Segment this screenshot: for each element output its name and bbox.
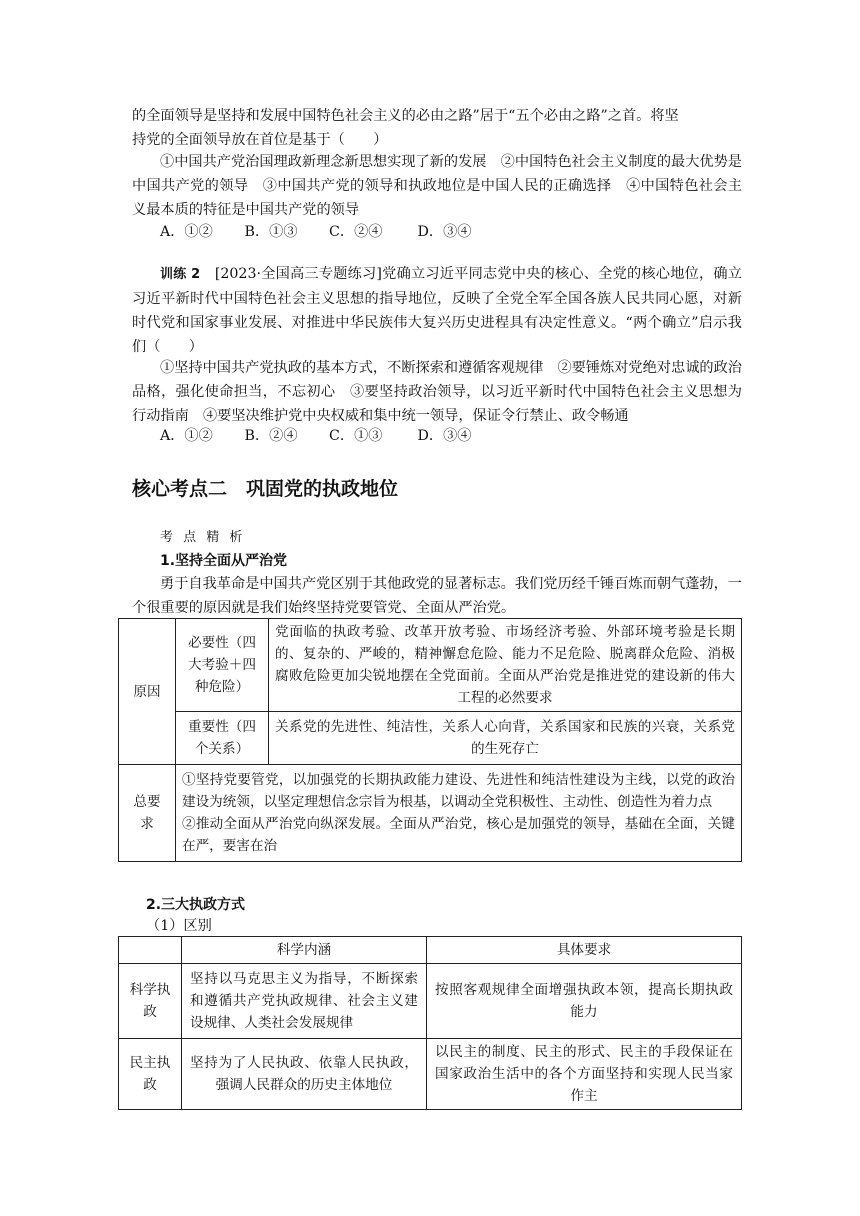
q2-items: ①坚持中国共产党执政的基本方式，不断探索和遵循客观规律 ②要锤炼对党绝对忠诚的政治品格，强化使命担当，不忘初心 ③要坚持政治领导，以习近平新时代中国特色社会主义思想为行动指南 ④要坚决维护党中央权威和集中统一领导，保证令行禁止、政令畅通 bbox=[132, 360, 742, 424]
strict-governance-table bbox=[118, 618, 742, 862]
row-name: 民主执政 bbox=[119, 1039, 182, 1110]
q1-items: ①中国共产党治国理政新理念新思想实现了新的发展 ②中国特色社会主义制度的最大优势是中国共产党的领导 ③中国共产党的领导和执政地位是中国人民的正确选择 ④中国特色社会主义最本质的特征是中国共产党的领导 bbox=[132, 154, 742, 218]
row-requirement: 按照客观规律全面增强执政本领，提高长期执政能力 bbox=[427, 964, 742, 1039]
q2-option-c: C．①③ bbox=[329, 428, 383, 444]
table-row bbox=[119, 1039, 742, 1110]
general-text-2: ②推动全面从严治党向纵深发展。全面从严治党，核心是加强党的领导，基础在全面，关键在严，要害在治 bbox=[182, 816, 735, 854]
governance-modes-table bbox=[118, 936, 742, 1110]
q1-options bbox=[160, 220, 498, 244]
q2-option-b: B．②④ bbox=[244, 428, 298, 444]
q1-option-c: C．②④ bbox=[329, 224, 383, 240]
table-row bbox=[119, 964, 742, 1039]
q2-stem-text: [2023·全国高三专题练习]党确立习近平同志党中央的核心、全党的核心地位，确立习近平新时代中国特色社会主义思想的指导地位，反映了全党全军全国各族人民共同心愿，对新时代党和国家事业发展、对推进中华民族伟大复兴历史进程具有决定性意义。“两个确立”启示我们（ ） bbox=[132, 266, 742, 355]
reason-cell: 原因 bbox=[119, 619, 176, 765]
header-empty bbox=[119, 937, 182, 964]
q1-option-b: B．①③ bbox=[244, 224, 298, 240]
table-header-row bbox=[119, 937, 742, 964]
q1-option-a: A．①② bbox=[160, 224, 213, 240]
row-meaning: 坚持以马克思主义为指导，不断探索和遵循共产党执政规律、社会主义建设规律、人类社会发展规律 bbox=[182, 964, 427, 1039]
header-requirement: 具体要求 bbox=[427, 937, 742, 964]
q1-stem-line1: 的全面领导是坚持和发展中国特色社会主义的必由之路”居于“五个必由之路”之首。将坚 bbox=[132, 108, 679, 124]
q2-options bbox=[160, 424, 498, 448]
table-row bbox=[119, 712, 742, 765]
section-intro: 勇于自我革命是中国共产党区别于其他政党的显著标志。我们党历经千锤百炼而朝气蓬勃，一个很重要的原因就是我们始终坚持党要管党、全面从严治党。 bbox=[132, 576, 742, 616]
row-requirement: 以民主的制度、民主的形式、民主的手段保证在国家政治生活中的各个方面坚持和实现人民当家作主 bbox=[427, 1039, 742, 1110]
table-row bbox=[119, 765, 742, 862]
table-row bbox=[119, 619, 742, 712]
section-title: 核心考点二 巩固党的执政地位 bbox=[132, 478, 399, 500]
q1-option-d: D．③④ bbox=[417, 224, 472, 240]
importance-text: 关系党的先进性、纯洁性，关系人心向背，关系国家和民族的兴衰，关系党的生死存亡 bbox=[269, 712, 742, 765]
row-meaning: 坚持为了人民执政、依靠人民执政，强调人民群众的历史主体地位 bbox=[182, 1039, 427, 1110]
necessity-text: 党面临的执政考验、改革开放考验、市场经济考验、外部环境考验是长期的、复杂的、严峻的，精神懈怠危险、能力不足危险、脱离群众危险、消极腐败危险更加尖锐地摆在全党面前。全面从严治党是推进党的建设新的伟大工程的必然要求 bbox=[269, 619, 742, 712]
general-cell: 总要求 bbox=[119, 765, 176, 862]
q2-stem bbox=[132, 262, 742, 359]
general-text-1: ①坚持党要管党，以加强党的长期执政能力建设、先进性和纯洁性建设为主线，以党的政治建设为统领，以坚定理想信念宗旨为根基，以调动全党积极性、主动性、创造性为着力点 bbox=[182, 772, 735, 810]
subheading-2: 2.三大执政方式 bbox=[146, 897, 246, 913]
q1-stem-line2: 持党的全面领导放在首位是基于（ ） bbox=[132, 132, 388, 148]
importance-cell: 重要性（四个关系） bbox=[176, 712, 269, 765]
subheading-2a: （1）区别 bbox=[146, 918, 212, 934]
q2-label: 训练 2 bbox=[160, 267, 201, 282]
necessity-cell: 必要性（四大考验＋四种危险） bbox=[176, 619, 269, 712]
q2-option-a: A．①② bbox=[160, 428, 213, 444]
q2-option-d: D．③④ bbox=[417, 428, 472, 444]
header-meaning: 科学内涵 bbox=[182, 937, 427, 964]
subheading-1: 1.坚持全面从严治党 bbox=[160, 553, 288, 569]
row-name: 科学执政 bbox=[119, 964, 182, 1039]
general-text bbox=[176, 765, 742, 862]
analysis-label: 考 点 精 析 bbox=[160, 530, 246, 545]
